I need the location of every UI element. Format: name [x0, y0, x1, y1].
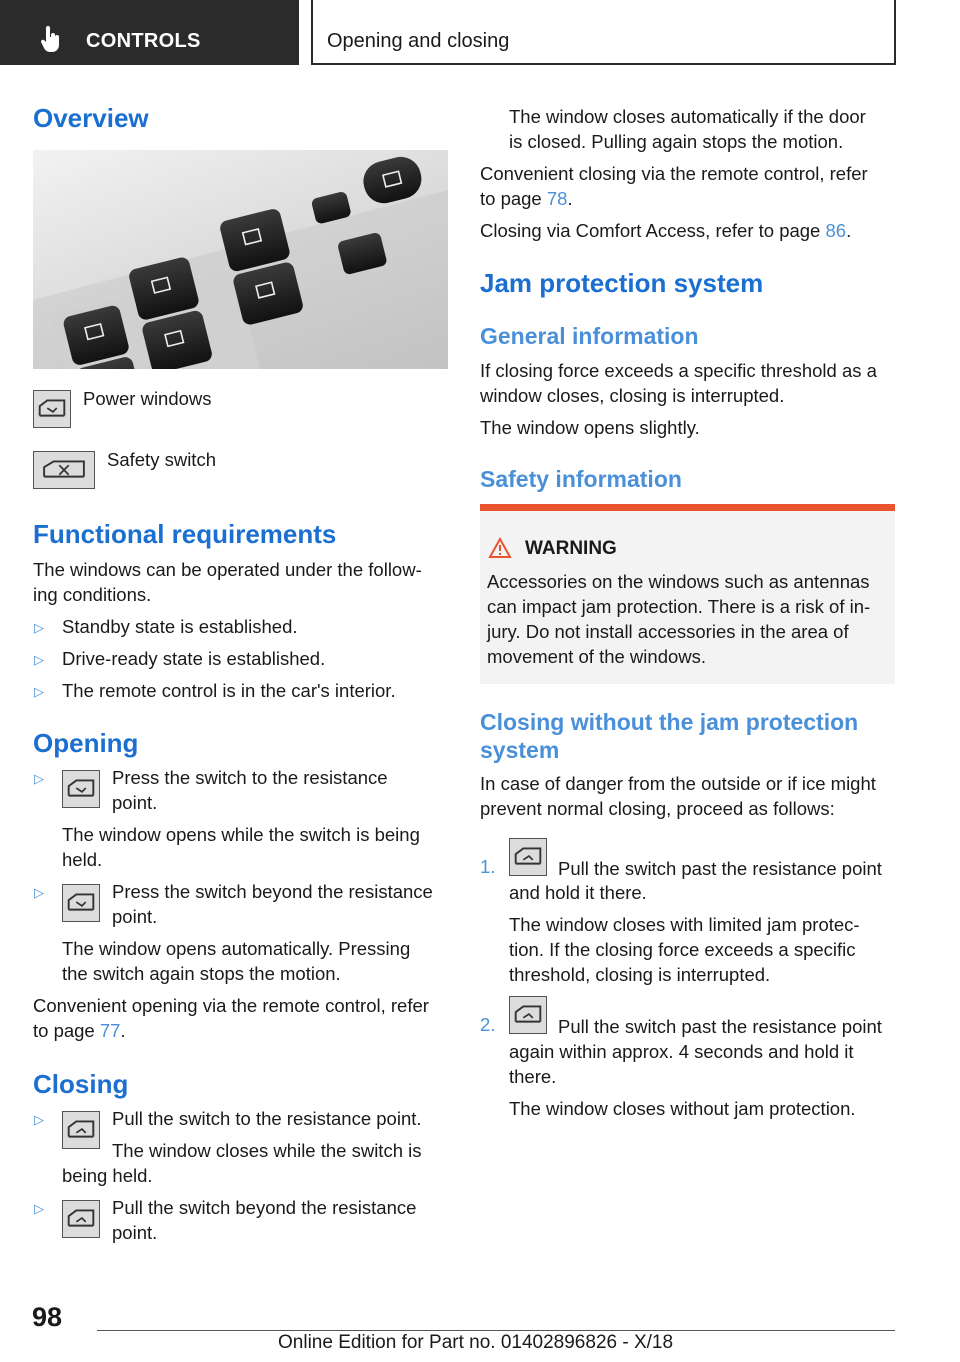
- closing-step2-desc2: is closed. Pulling again stops the motion.: [509, 131, 844, 152]
- opening-step2-line1: Press the switch beyond the resistance: [112, 881, 433, 902]
- footer-divider: [97, 1330, 895, 1331]
- opening-step2-desc2: the switch again stops the motion.: [62, 963, 341, 984]
- legend-power-windows: Power windows: [83, 388, 212, 409]
- header-section-tab: [0, 0, 299, 65]
- closing-remote-line2: [480, 186, 573, 211]
- functional-bullet-1: Standby state is established.: [62, 616, 298, 637]
- opening-remote-suffix: .: [120, 1020, 126, 1041]
- closing-without-jam-heading-line2: system: [480, 737, 560, 763]
- comfort-access-prefix: Closing via Comfort Access, refer to page: [480, 220, 826, 241]
- general-info-line1: If closing force exceeds a specific threshold as a: [480, 360, 877, 381]
- step-number-2: 2.: [480, 1014, 496, 1035]
- safety-switch-icon: [33, 451, 95, 489]
- page-number: 98: [32, 1302, 63, 1332]
- opening-step2-desc1: The window opens automatically. Pressing: [62, 938, 411, 959]
- warning-text-line3: jury. Do not install accessories in the area of: [487, 621, 849, 642]
- without-intro-line1: In case of danger from the outside or if ice might: [480, 773, 876, 794]
- closing-step2-line1: Pull the switch beyond the resistance: [112, 1197, 417, 1218]
- power-window-switch-icon: [62, 1200, 100, 1238]
- warning-triangle-icon: [488, 537, 512, 559]
- bullet-marker: ▷: [34, 652, 44, 667]
- functional-bullet-3: The remote control is in the car's interior.: [62, 680, 396, 701]
- closing-remote-line1: Convenient closing via the remote control, refer: [480, 163, 868, 184]
- general-information-heading: General information: [480, 323, 699, 349]
- general-info-line2: window closes, closing is interrupted.: [480, 385, 785, 406]
- without-step1-line2: and hold it there.: [509, 882, 647, 903]
- closing-remote-suffix: .: [567, 188, 573, 209]
- opening-remote-line2: [33, 1018, 126, 1043]
- page-link-78[interactable]: 78: [546, 188, 568, 209]
- closing-step2-line2: point.: [112, 1222, 158, 1243]
- hand-pointer-icon: [40, 26, 62, 52]
- opening-heading: Opening: [33, 728, 139, 758]
- bullet-marker: ▷: [34, 1201, 44, 1216]
- without-step2-line1: Pull the switch past the resistance point: [558, 1016, 882, 1037]
- opening-step1-desc2: held.: [62, 849, 103, 870]
- general-info-line3: The window opens slightly.: [480, 417, 700, 438]
- warning-text-line1: Accessories on the windows such as antennas: [487, 571, 870, 592]
- power-window-switch-icon: [62, 884, 100, 922]
- opening-step2-line2: point.: [112, 906, 158, 927]
- power-window-switch-icon: [62, 1111, 100, 1149]
- opening-step1-desc1: The window opens while the switch is being: [62, 824, 420, 845]
- closing-without-jam-heading-line1: Closing without the jam protection: [480, 709, 859, 735]
- without-step1-line1: Pull the switch past the resistance point: [558, 858, 882, 879]
- power-window-switch-icon: [509, 838, 547, 876]
- overview-heading: Overview: [33, 103, 149, 133]
- bullet-marker: ▷: [34, 1112, 44, 1127]
- opening-step1-line1: Press the switch to the resistance: [112, 767, 388, 788]
- opening-remote-line1: Convenient opening via the remote control, refer: [33, 995, 429, 1016]
- without-step2-line2: again within approx. 4 seconds and hold it: [509, 1041, 854, 1062]
- comfort-access-line: [480, 218, 851, 243]
- without-step1-desc2: tion. If the closing force exceeds a specific: [509, 939, 856, 960]
- opening-step1-line2: point.: [112, 792, 158, 813]
- footer-edition: Online Edition for Part no. 01402896826 - X/18: [278, 1332, 674, 1353]
- functional-requirements-heading: Functional requirements: [33, 519, 337, 549]
- comfort-access-suffix: .: [846, 220, 852, 241]
- closing-step1-line1: Pull the switch to the resistance point.: [112, 1108, 422, 1129]
- closing-remote-prefix: to page: [480, 188, 547, 209]
- without-intro-line2: prevent normal closing, proceed as follows:: [480, 798, 835, 819]
- closing-step2-desc1: The window closes automatically if the door: [509, 106, 866, 127]
- window-switch-panel-illustration: [33, 150, 448, 369]
- bullet-marker: ▷: [34, 771, 44, 786]
- without-step2-desc1: The window closes without jam protection.: [509, 1098, 856, 1119]
- warning-label: WARNING: [525, 538, 617, 559]
- closing-heading: Closing: [33, 1069, 129, 1099]
- step-number-1: 1.: [480, 856, 496, 877]
- warning-text-line4: movement of the windows.: [487, 646, 707, 667]
- header-chapter-tab: [311, 0, 896, 65]
- legend-safety-switch: Safety switch: [107, 449, 216, 470]
- window-switch-photo: [33, 150, 448, 369]
- functional-intro-line1: The windows can be operated under the follow‐: [33, 559, 422, 580]
- bullet-marker: ▷: [34, 684, 44, 699]
- opening-remote-prefix: to page: [33, 1020, 100, 1041]
- functional-bullet-2: Drive-ready state is established.: [62, 648, 326, 669]
- without-step2-line3: there.: [509, 1066, 557, 1087]
- jam-protection-heading: Jam protection system: [480, 268, 764, 298]
- power-window-switch-icon: [62, 770, 100, 808]
- warning-text-line2: can impact jam protection. There is a risk of in‐: [487, 596, 871, 617]
- functional-intro-line2: ing conditions.: [33, 584, 152, 605]
- bullet-marker: ▷: [34, 885, 44, 900]
- without-step1-desc1: The window closes with limited jam protec‐: [509, 914, 860, 935]
- bullet-marker: ▷: [34, 620, 44, 635]
- warning-box: [480, 504, 895, 684]
- closing-step1-desc2: being held.: [62, 1165, 153, 1186]
- power-window-switch-icon: [33, 390, 71, 428]
- closing-step1-desc1: The window closes while the switch is: [112, 1140, 422, 1161]
- safety-information-heading: Safety information: [480, 466, 682, 492]
- header-section-title: CONTROLS: [86, 30, 201, 52]
- power-window-switch-icon: [509, 996, 547, 1034]
- without-step1-desc3: threshold, closing is interrupted.: [509, 964, 771, 985]
- page-link-86[interactable]: 86: [825, 220, 847, 241]
- header-chapter-title: Opening and closing: [327, 30, 510, 52]
- page-link-77[interactable]: 77: [99, 1020, 121, 1041]
